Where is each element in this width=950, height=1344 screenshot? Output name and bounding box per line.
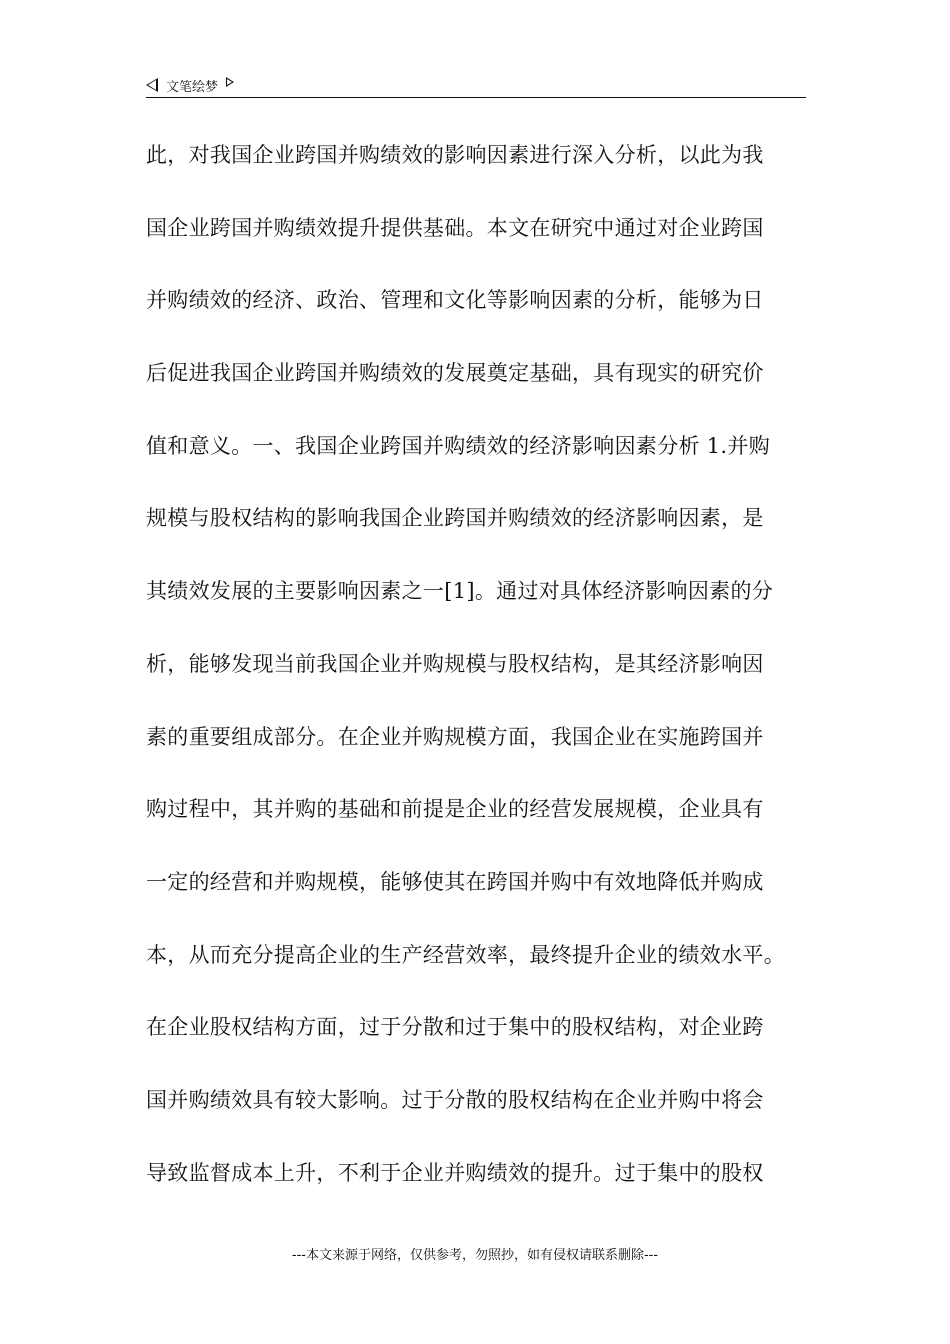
- body-line: 其绩效发展的主要影响因素之一[1]。通过对具体经济影响因素的分: [146, 579, 774, 604]
- body-line: 析，能够发现当前我国企业并购规模与股权结构，是其经济影响因: [146, 651, 764, 676]
- body-line: 后促进我国企业跨国并购绩效的发展奠定基础，具有现实的研究价: [146, 361, 764, 386]
- body-line: 并购绩效的经济、政治、管理和文化等影响因素的分析，能够为日: [146, 288, 764, 313]
- body-line: 此，对我国企业跨国并购绩效的影响因素进行深入分析，以此为我: [146, 143, 764, 167]
- body-line: 规模与股权结构的影响我国企业跨国并购绩效的经济影响因素，是: [146, 506, 764, 531]
- body-line: 素的重要组成部分。在企业并购规模方面，我国企业在实施跨国并: [146, 724, 764, 749]
- body-line: 购过程中，其并购的基础和前提是企业的经营发展规模，企业具有: [146, 797, 764, 822]
- body-line: 值和意义。一、我国企业跨国并购绩效的经济影响因素分析 1.并购: [146, 433, 771, 458]
- body-line: 国企业跨国并购绩效提升提供基础。本文在研究中通过对企业跨国: [146, 215, 764, 240]
- body-line: 国并购绩效具有较大影响。过于分散的股权结构在企业并购中将会: [146, 1087, 764, 1112]
- body-line: 本，从而充分提高企业的生产经营效率，最终提升企业的绩效水平。: [146, 942, 785, 967]
- header-divider: [146, 97, 806, 98]
- triangle-left-icon: [146, 78, 158, 92]
- body-line: 一定的经营和并购规模，能够使其在跨国并购中有效地降低并购成: [146, 869, 764, 894]
- document-body: [146, 132, 826, 1222]
- body-line: 在企业股权结构方面，过于分散和过于集中的股权结构，对企业跨: [146, 1015, 764, 1040]
- body-line: 导致监督成本上升，不利于企业并购绩效的提升。过于集中的股权: [146, 1160, 764, 1185]
- page-header: [146, 74, 234, 96]
- header-title: 文笔绘梦: [166, 79, 219, 95]
- page-footer-disclaimer: ---本文来源于网络，仅供参考，勿照抄，如有侵权请联系删除---: [291, 1248, 659, 1263]
- triangle-right-icon: [226, 77, 234, 87]
